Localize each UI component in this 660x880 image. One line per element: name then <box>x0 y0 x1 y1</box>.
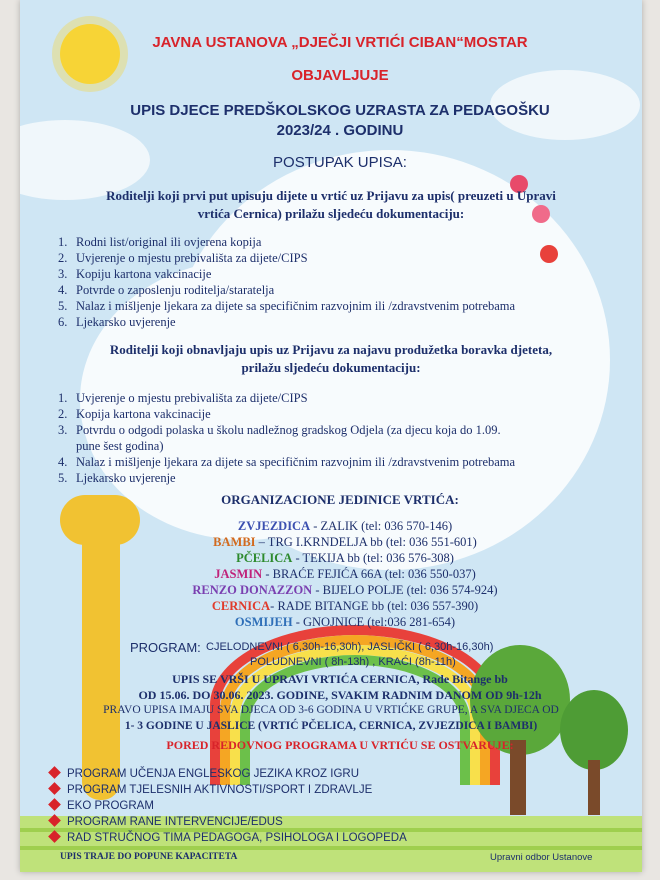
diamond-bullet-icon <box>48 814 61 827</box>
list-item: 6. Ljekarsko uvjerenje <box>58 315 176 329</box>
list-item: 5. Ljekarsko uvjerenje <box>58 471 176 485</box>
unit-name: PČELICA <box>236 551 293 565</box>
list-item: EKO PROGRAM <box>50 798 570 814</box>
page-title-year: 2023/24 . GODINU <box>276 122 404 139</box>
unit-name: RENZO DONAZZON <box>192 583 313 597</box>
unit-row: PČELICA - TEKIJA bb (tel: 036 576-308) <box>236 551 454 565</box>
renewal-list <box>58 390 618 486</box>
unit-name: JASMIN <box>214 567 263 581</box>
list-item: 3. Kopiju kartona vakcinacije <box>58 267 212 281</box>
unit-row: RENZO DONAZZON - BIJELO POLJE (tel: 036 574-924) <box>192 583 498 597</box>
list-item: 1. Uvjerenje o mjestu prebivališta za dijete/CIPS <box>58 391 308 405</box>
extra-program-heading: PORED REDOVNOG PROGRAMA U VRTIĆU SE OSTVARUJE: <box>166 738 514 752</box>
diamond-bullet-icon <box>48 782 61 795</box>
program-line: CJELODNEVNI ( 6,30h-16,30h), JASLIČKI ( 6,30h-16,30h) <box>206 641 494 653</box>
list-item: 4. Nalaz i mišljenje ljekara za dijete sa specifičnim razvojnim ili /zdravstvenim potrebama <box>58 455 516 469</box>
list-item: 4. Potvrde o zaposlenju roditelja/staratelja <box>58 283 275 297</box>
first-time-intro: Roditelji koji prvi put upisuju dijete u vrtić uz Prijavu za upis( preuzeti u Upravi <box>106 188 556 203</box>
list-item: 2. Kopija kartona vakcinacije <box>58 407 211 421</box>
units-heading: ORGANIZACIONE JEDINICE VRTIĆA: <box>221 492 459 507</box>
list-item: 3. Potvrdu o odgodi polaska u školu nadležnog gradskog Odjela (za djecu koja do 1.09. <box>58 423 501 437</box>
unit-row: BAMBI – TRG I.KRNDELJA bb (tel: 036 551-601) <box>213 535 477 549</box>
program-label: PROGRAM: <box>130 640 201 655</box>
renewal-intro: Roditelji koji obnavljaju upis uz Prijavu za najavu produžetka boravka djeteta, <box>109 342 553 357</box>
unit-name: CERNICA <box>211 599 271 613</box>
unit-name: OSMIJEH <box>234 615 293 629</box>
enrollment-location: UPIS SE VRŠI U UPRAVI VRTIĆA CERNICA, Rade Bitange bb <box>172 672 508 686</box>
first-time-intro: vrtića Cernica) prilažu sljedeću dokumentaciju: <box>197 206 465 221</box>
tree-trunk-icon <box>588 760 600 815</box>
enrollment-dates: OD 15.06. DO 30.06. 2023. GODINE, SVAKIM RADNIM DANOM OD 9h-12h <box>138 688 542 702</box>
unit-name: ZVJEZDICA <box>237 519 311 533</box>
first-time-list <box>58 234 618 330</box>
unit-row: ZVJEZDICA - ZALIK (tel: 036 570-146) <box>237 519 453 533</box>
footer-capacity-note: UPIS TRAJE DO POPUNE KAPACITETA <box>60 852 238 862</box>
list-item: PROGRAM UČENJA ENGLESKOG JEZIKA KROZ IGRU <box>50 766 570 782</box>
footer-signature: Upravni odbor Ustanove <box>490 852 593 863</box>
extra-program-list <box>50 766 570 846</box>
enrollment-rights: PRAVO UPISA IMAJU SVA DJECA OD 3-6 GODINA U VRTIĆKE GRUPE, A SVA DJECA OD <box>103 704 559 716</box>
list-item: 2. Uvjerenje o mjestu prebivališta za dijete/CIPS <box>58 251 308 265</box>
list-item: RAD STRUČNOG TIMA PEDAGOGA, PSIHOLOGA I LOGOPEDA <box>50 830 570 846</box>
unit-row: JASMIN - BRAĆE FEJIĆA 66A (tel: 036 550-037) <box>214 567 476 581</box>
unit-row: CERNICA- RADE BITANGE bb (tel: 036 557-390) <box>211 599 479 613</box>
units-list <box>80 518 610 630</box>
announces-label: OBJAVLJUJE <box>291 67 389 84</box>
renewal-intro: prilažu sljedeću dokumentaciju: <box>241 360 421 375</box>
diamond-bullet-icon <box>48 830 61 843</box>
unit-row: OSMIJEH - GNOJNICE (tel:036 281-654) <box>234 615 456 629</box>
page-title: UPIS DJECE PREDŠKOLSKOG UZRASTA ZA PEDAGOŠKU <box>130 102 550 119</box>
diamond-bullet-icon <box>48 798 61 811</box>
list-item: pune šest godina) <box>76 439 164 453</box>
program-line: POLUDNEVNI ( 8h-13h) , KRAĆI (8h-11h) <box>250 656 456 668</box>
list-item: PROGRAM RANE INTERVENCIJE/EDUS <box>50 814 570 830</box>
unit-name: BAMBI <box>213 535 256 549</box>
poster <box>20 0 642 872</box>
institution-name: JAVNA USTANOVA „DJEČJI VRTIĆI CIBAN“MOSTAR <box>152 34 528 51</box>
procedure-heading: POSTUPAK UPISA: <box>273 154 407 171</box>
enrollment-nursery: 1- 3 GODINE U JASLICE (VRTIĆ PČELICA, CERNICA, ZVJEZDICA I BAMBI) <box>124 720 538 732</box>
list-item: 5. Nalaz i mišljenje ljekara za dijete sa specifičnim razvojnim ili /zdravstvenim potrebama <box>58 299 516 313</box>
list-item: PROGRAM TJELESNIH AKTIVNOSTI/SPORT I ZDRAVLJE <box>50 782 570 798</box>
list-item: 1. Rodni list/original ili ovjerena kopija <box>58 235 262 249</box>
diamond-bullet-icon <box>48 766 61 779</box>
